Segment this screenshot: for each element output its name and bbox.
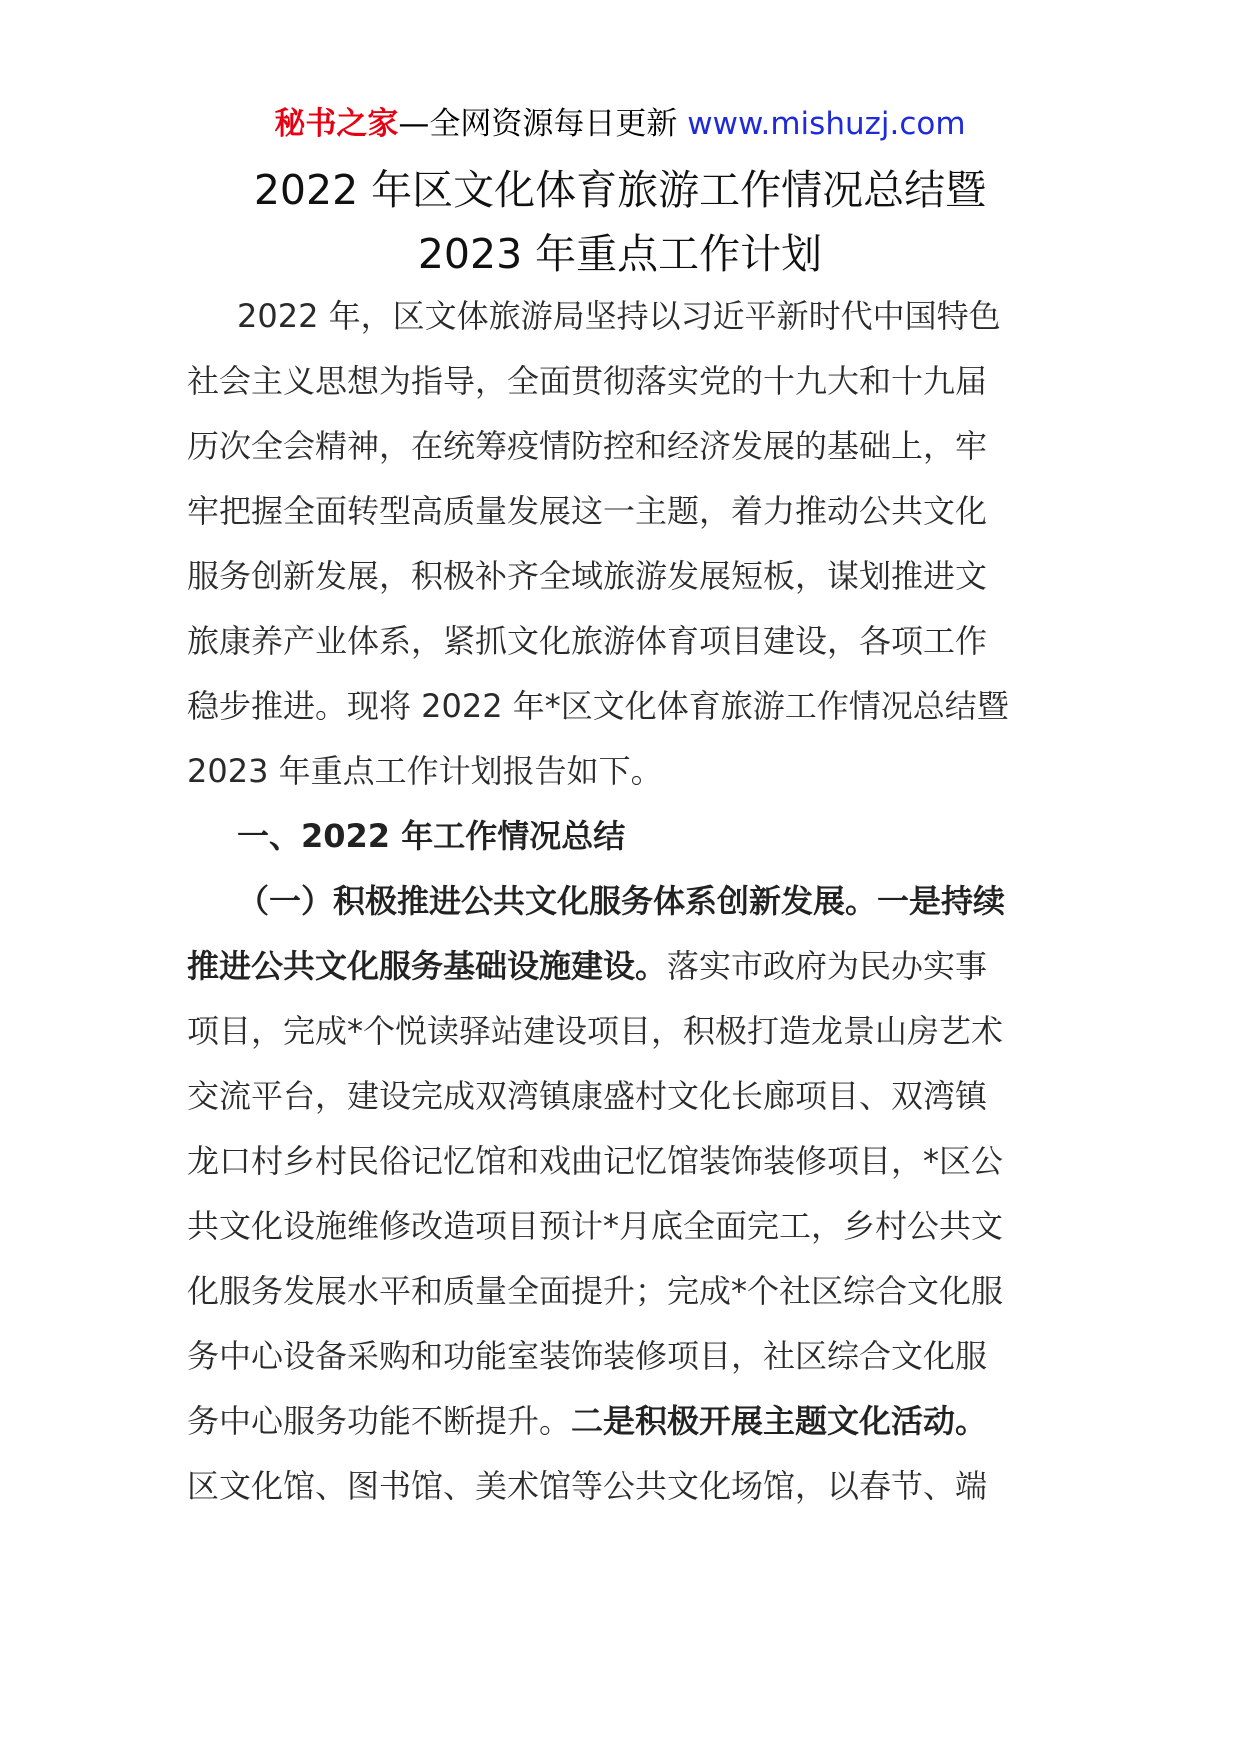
intro-line: 服务创新发展，积极补齐全域旅游发展短板，谋划推进文	[187, 557, 988, 595]
section-1-heading-block	[187, 804, 1047, 869]
body-line: 龙口村乡村民俗记忆馆和戏曲记忆馆装饰装修项目，*区公	[187, 1142, 1004, 1180]
intro-line: 稳步推进。现将 2022 年*区文化体育旅游工作情况总结暨	[187, 687, 1009, 725]
intro-line: 旅康养产业体系，紧抓文化旅游体育项目建设，各项工作	[187, 622, 988, 660]
section-heading: 一、2022 年工作情况总结	[237, 817, 626, 855]
intro-line: 牢把握全面转型高质量发展这一主题，着力推动公共文化	[187, 492, 988, 530]
body-phrase: 务中心服务功能不断提升。	[187, 1402, 572, 1440]
site-url-link[interactable]: www.mishuzj.com	[687, 106, 966, 142]
body-line	[187, 934, 1047, 999]
bold-phrase: 推进公共文化服务基础设施建设。	[187, 947, 668, 985]
body-line: 化服务发展水平和质量全面提升；完成*个社区综合文化服	[187, 1272, 1004, 1310]
body-line: 交流平台，建设完成双湾镇康盛村文化长廊项目、双湾镇	[187, 1077, 988, 1115]
intro-line: 社会主义思想为指导，全面贯彻落实党的十九大和十九届	[187, 362, 988, 400]
body-line: 区文化馆、图书馆、美术馆等公共文化场馆，以春节、端	[187, 1467, 988, 1505]
site-brand: 秘书之家	[274, 106, 399, 142]
body-phrase: 落实市政府为民办实事	[667, 947, 988, 985]
document-title-line-2: 2023 年重点工作计划	[417, 230, 823, 278]
site-tagline: —全网资源每日更新	[398, 106, 688, 142]
document-title-line-1: 2022 年区文化体育旅游工作情况总结暨	[253, 166, 987, 214]
bold-phrase: 二是积极开展主题文化活动。	[571, 1402, 988, 1440]
body-line: 项目，完成*个悦读驿站建设项目，积极打造龙景山房艺术	[187, 1012, 1004, 1050]
intro-line: 2023 年重点工作计划报告如下。	[187, 752, 663, 790]
subsection-heading-line: （一）积极推进公共文化服务体系创新发展。一是持续	[237, 882, 1006, 920]
body-line: 务中心设备采购和功能室装饰装修项目，社区综合文化服	[187, 1337, 988, 1375]
body-line: 共文化设施维修改造项目预计*月底全面完工，乡村公共文	[187, 1207, 1004, 1245]
site-header	[0, 102, 1240, 146]
intro-line: 2022 年，区文体旅游局坚持以习近平新时代中国特色	[237, 297, 1001, 335]
subsection-1-paragraph	[187, 869, 1047, 1519]
body-line	[187, 1389, 1047, 1454]
intro-line: 历次全会精神，在统筹疫情防控和经济发展的基础上，牢	[187, 427, 988, 465]
intro-paragraph	[187, 284, 1047, 804]
